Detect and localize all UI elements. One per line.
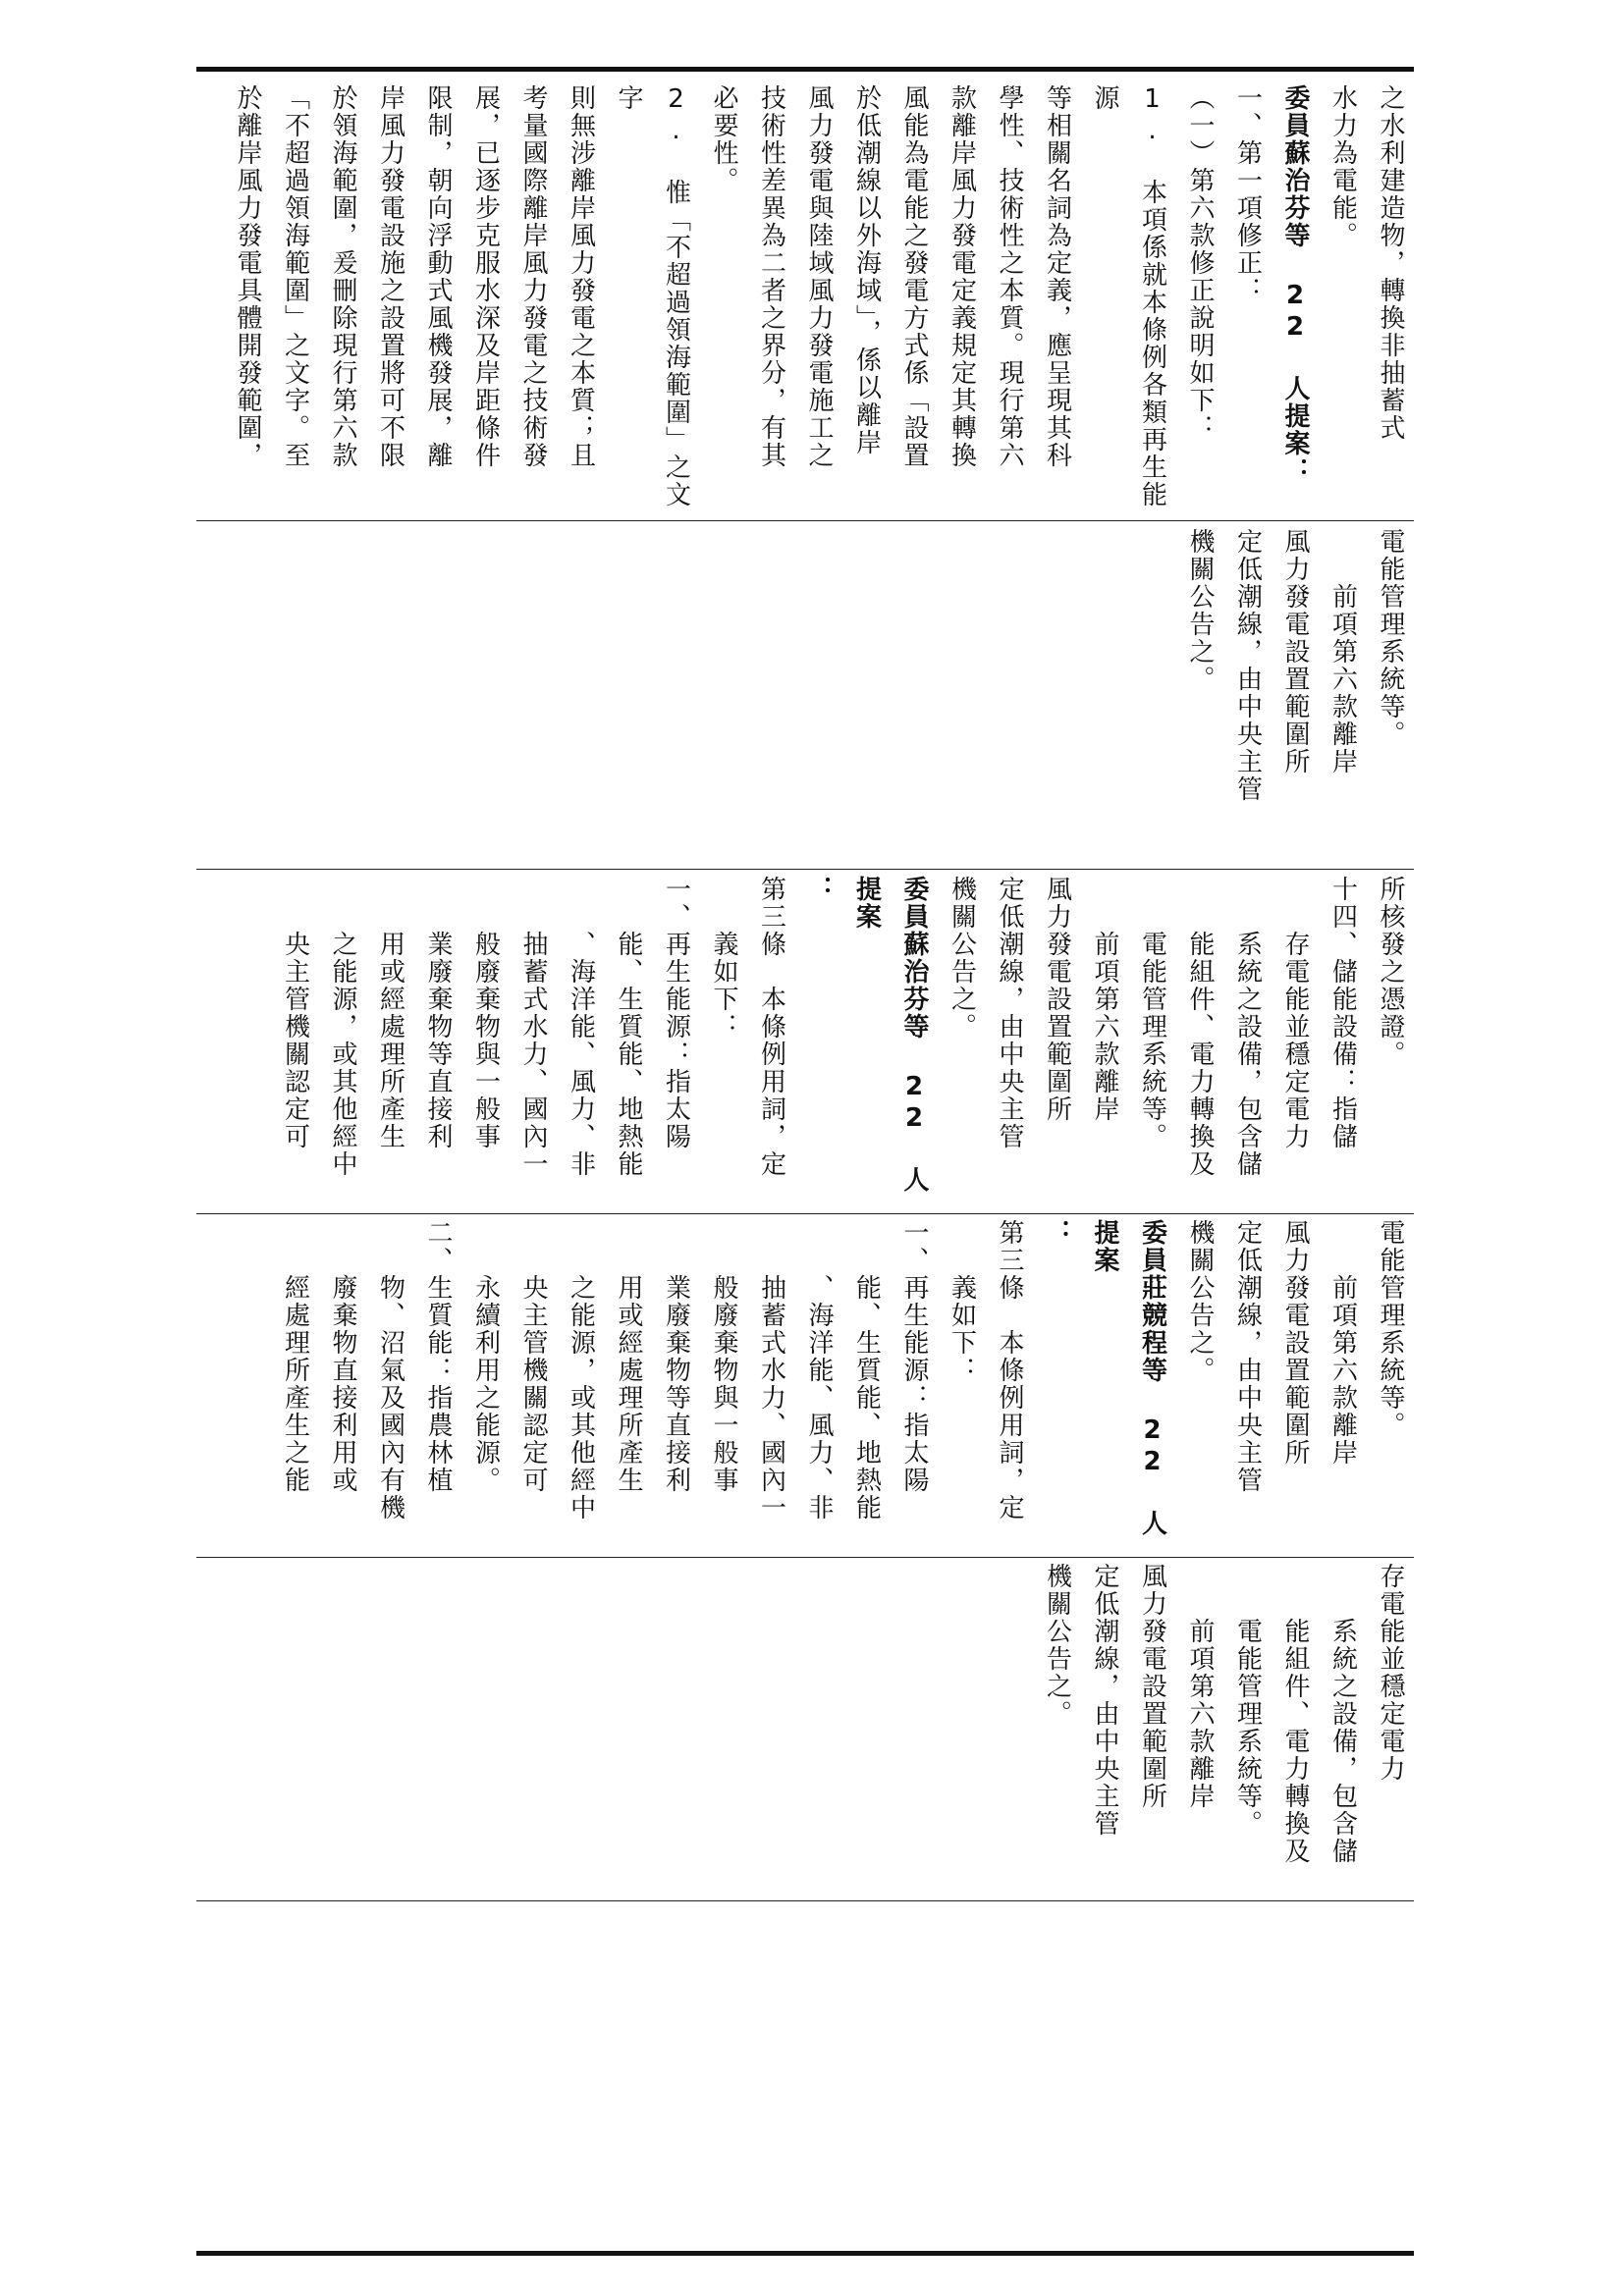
text-line: 定低潮線，由中央主管 <box>1090 1563 1119 1838</box>
text-line: 1. 本項係就本條例各類再生能源 <box>1090 84 1167 508</box>
text-line: 技術性差異為二者之界分，有其 <box>756 84 786 469</box>
text-line: 風力發電設置範圍所 <box>1280 1219 1310 1467</box>
text-line: 電能管理系統等。 <box>1376 1219 1405 1439</box>
current-law-column <box>196 528 1414 867</box>
explanation-text <box>224 84 1415 516</box>
committee-draft-text <box>1033 1563 1414 1895</box>
text-line: 、海洋能、風力、非 <box>566 876 596 1178</box>
text-line: （一）第六款修正說明如下： <box>1185 84 1215 442</box>
text-line: 能組件、電力轉換及 <box>1280 1563 1310 1865</box>
text-line: 般廢棄物與一般事 <box>709 1219 738 1494</box>
text-line: 機關公告之。 <box>947 876 977 1041</box>
explanation-column <box>196 84 1414 516</box>
text-line: 款離岸風力發電定義規定其轉換 <box>947 84 977 469</box>
text-line: 之能源，或其他經中 <box>566 1219 596 1522</box>
text-line: 之能源，或其他經中 <box>328 876 357 1178</box>
text-line: 業廢棄物等直接利 <box>661 1219 691 1494</box>
proposal-column-chuang <box>196 1219 1414 1551</box>
text-line: 存電能並穩定電力 <box>1280 876 1310 1150</box>
text-line: 、海洋能、風力、非 <box>804 1219 834 1522</box>
text-line: 風力發電與陸域風力發電施工之 <box>804 84 834 469</box>
text-line: 經處理所產生之能 <box>280 1219 310 1494</box>
text-line: 定低潮線，由中央主管 <box>1232 528 1263 803</box>
text-line: 委員蘇治芬等 22 人提案 <box>851 876 929 1194</box>
text-line: 風力發電設置範圍所 <box>1042 876 1072 1123</box>
text-line: 則無涉離岸風力發電之本質；且 <box>566 84 596 469</box>
text-line: 電能管理系統等。 <box>1137 876 1167 1150</box>
text-line: 於離岸風力發電具體開發範圍， <box>233 84 262 469</box>
text-line: ： <box>804 876 834 903</box>
text-line: 物、沼氣及國內有機 <box>375 1219 406 1522</box>
column-divider <box>196 1557 1414 1558</box>
text-line: 風能為電能之發電方式係「設置 <box>899 84 929 469</box>
text-line: 風力發電設置範圍所 <box>1280 528 1310 775</box>
text-line: 展，已逐步克服水深及岸距條件 <box>470 84 501 469</box>
proposal-su-text <box>271 876 1414 1207</box>
text-line: 系統之設備，包含儲 <box>1232 876 1263 1178</box>
column-divider <box>196 1213 1414 1214</box>
text-line: 第三條 本條例用詞，定 <box>756 876 786 1178</box>
column-divider <box>196 520 1414 521</box>
text-line: 委員蘇治芬等 22 人提案： <box>1280 84 1310 485</box>
text-line: 系統之設備，包含儲 <box>1327 1563 1358 1865</box>
proposal-chuang-text <box>271 1219 1414 1551</box>
text-line: 定低潮線，由中央主管 <box>1232 1219 1263 1494</box>
current-law-text <box>1176 528 1415 867</box>
text-line: 能、生質能、地熱能 <box>614 876 643 1178</box>
text-line: 之水利建造物，轉換非抽蓄式 <box>1376 84 1405 442</box>
text-line: 央主管機關認定可 <box>280 876 310 1150</box>
text-line: 義如下： <box>709 876 738 1041</box>
text-line: 風力發電設置範圍所 <box>1137 1563 1167 1810</box>
text-line: 機關公告之。 <box>1185 528 1215 693</box>
text-line: 委員莊競程等 22 人提案 <box>1090 1219 1167 1537</box>
text-line: 二、生質能：指農林植 <box>423 1219 453 1494</box>
text-line: 永續利用之能源。 <box>470 1219 501 1494</box>
text-line: 廢棄物直接利用或 <box>328 1219 357 1494</box>
text-line: 義如下： <box>947 1219 977 1384</box>
text-line: 「不超過領海範圍」之文字。至 <box>280 84 310 469</box>
text-line: 等相關名詞為定義，應呈現其科 <box>1042 84 1072 469</box>
text-line: 十四、儲能設備：指儲 <box>1327 876 1358 1150</box>
text-line: ： <box>1042 1219 1072 1247</box>
top-border-rule <box>196 67 1414 72</box>
column-divider <box>196 869 1414 870</box>
text-line: 能、生質能、地熱能 <box>851 1219 882 1522</box>
text-line: 電能管理系統等。 <box>1232 1563 1263 1838</box>
text-line: 抽蓄式水力、國內一 <box>756 1219 786 1522</box>
text-line: 央主管機關認定可 <box>518 1219 548 1494</box>
text-line: 一、第一項修正： <box>1232 84 1263 304</box>
text-line: 般廢棄物與一般事 <box>470 876 501 1150</box>
committee-draft-column <box>196 1563 1414 1895</box>
text-line: 2. 惟「不超過領海範圍」之文字 <box>614 84 691 508</box>
text-line: 抽蓄式水力、國內一 <box>518 876 548 1178</box>
text-line: 用或經處理所產生 <box>375 876 406 1150</box>
proposal-column-su <box>196 876 1414 1207</box>
text-line: 考量國際離岸風力發電之技術發 <box>518 84 548 469</box>
text-line: 一、再生能源：指太陽 <box>899 1219 929 1494</box>
text-line: 電能管理系統等。 <box>1376 528 1405 748</box>
text-line: 前項第六款離岸 <box>1090 876 1119 1123</box>
text-line: 定低潮線，由中央主管 <box>995 876 1024 1150</box>
text-line: 於低潮線以外海域」，係以離岸 <box>851 84 882 456</box>
bottom-border-rule <box>196 2251 1414 2256</box>
text-line: 前項第六款離岸 <box>1185 1563 1215 1810</box>
text-line: 一、再生能源：指太陽 <box>661 876 691 1150</box>
text-line: 用或經處理所產生 <box>614 1219 643 1494</box>
text-line: 學性、技術性之本質。現行第六 <box>995 84 1024 469</box>
text-line: 必要性。 <box>709 84 738 194</box>
text-line: 於領海範圍，爰刪除現行第六款 <box>328 84 357 469</box>
text-line: 前項第六款離岸 <box>1327 1219 1358 1467</box>
text-line: 限制，朝向浮動式風機發展，離 <box>423 84 453 469</box>
column-divider <box>196 1900 1414 1901</box>
text-line: 業廢棄物等直接利 <box>423 876 453 1150</box>
text-line: 岸風力發電設施之設置將可不限 <box>375 84 406 469</box>
text-line: 存電能並穩定電力 <box>1376 1563 1405 1783</box>
text-line: 能組件、電力轉換及 <box>1185 876 1215 1178</box>
text-line: 所核發之憑證。 <box>1376 876 1405 1068</box>
text-line: 機關公告之。 <box>1042 1563 1072 1728</box>
text-line: 前項第六款離岸 <box>1327 528 1358 775</box>
text-line: 機關公告之。 <box>1185 1219 1215 1384</box>
text-line: 水力為電能。 <box>1327 84 1358 249</box>
text-line: 第三條 本條例用詞，定 <box>995 1219 1024 1522</box>
